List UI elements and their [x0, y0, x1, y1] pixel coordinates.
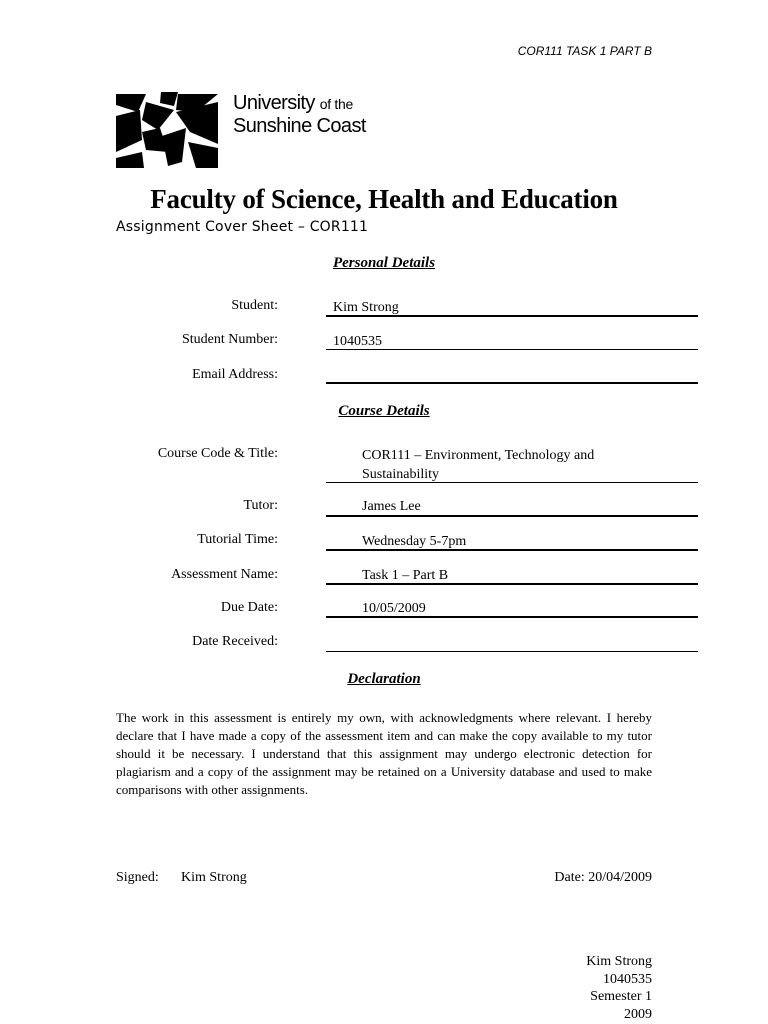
- tutor-value: James Lee: [362, 499, 421, 514]
- university-name-line1: [233, 92, 366, 115]
- due-date-line: [326, 616, 698, 618]
- signature-date: [554, 870, 652, 886]
- footer-block: [586, 953, 652, 1023]
- signed-name: Kim Strong: [181, 870, 247, 885]
- document-reference: COR111 TASK 1 PART B: [517, 44, 652, 58]
- footer-year: 2009: [624, 1006, 652, 1022]
- university-name-line2: Sunshine Coast: [233, 115, 366, 137]
- course-code-title-label: Course Code & Title:: [157, 446, 278, 461]
- tutorial-time-label: Tutorial Time:: [197, 532, 278, 547]
- student-number-label: Student Number:: [181, 332, 278, 347]
- declaration-text: The work in this assessment is entirely my own, with acknowledgments where relevant. I hereby declare that I have made a copy of the assessment item and can make the copy available to my tutor should it be necessary. I understand that this assignment may undergo electronic detection for plagiarism and a copy of the assignment may be retained on a University database and used to make comparisons with other assignments.: [116, 710, 652, 797]
- email-address-label: Email Address:: [192, 367, 278, 382]
- declaration-heading: Declaration: [347, 671, 421, 687]
- student-value: Kim Strong: [333, 300, 399, 315]
- course-code-title-line: [326, 482, 698, 483]
- tutorial-time-value: Wednesday 5-7pm: [362, 534, 467, 549]
- student-number-line: [326, 349, 698, 350]
- signature-date-label: Date:: [554, 870, 585, 885]
- email-address-line: [326, 382, 698, 384]
- personal-details-heading: Personal Details: [332, 255, 436, 271]
- assessment-name-value: Task 1 – Part B: [362, 568, 449, 583]
- of-the-word: of the: [319, 96, 353, 112]
- faculty-title: Faculty of Science, Health and Education: [150, 184, 618, 214]
- date-received-label: Date Received:: [192, 634, 278, 649]
- student-label: Student:: [231, 298, 278, 313]
- tutorial-time-line: [326, 549, 698, 551]
- university-of-the-sunshine-coast-logo-icon: [116, 92, 220, 168]
- due-date-value: 10/05/2009: [362, 601, 426, 616]
- university-name: [233, 92, 366, 137]
- document-subtitle: Assignment Cover Sheet – COR111: [116, 219, 369, 235]
- tutor-line: [326, 515, 698, 517]
- student-number-value: 1040535: [333, 334, 382, 349]
- due-date-label: Due Date:: [220, 600, 278, 615]
- signature-date-value: 20/04/2009: [588, 870, 652, 885]
- footer-number: 1040535: [603, 971, 652, 987]
- signed-label: Signed:: [116, 870, 159, 885]
- footer-name: Kim Strong: [586, 954, 652, 969]
- student-line: [326, 315, 698, 317]
- assessment-name-label: Assessment Name:: [171, 567, 278, 582]
- tutor-label: Tutor:: [243, 498, 278, 513]
- date-received-line: [326, 651, 698, 652]
- assessment-name-line: [326, 583, 698, 585]
- university-word: University: [233, 92, 315, 114]
- footer-semester: Semester 1: [590, 989, 652, 1004]
- course-code-title-value: COR111 – Environment, Technology and Sustainability: [362, 448, 595, 482]
- course-details-heading: Course Details: [338, 403, 430, 419]
